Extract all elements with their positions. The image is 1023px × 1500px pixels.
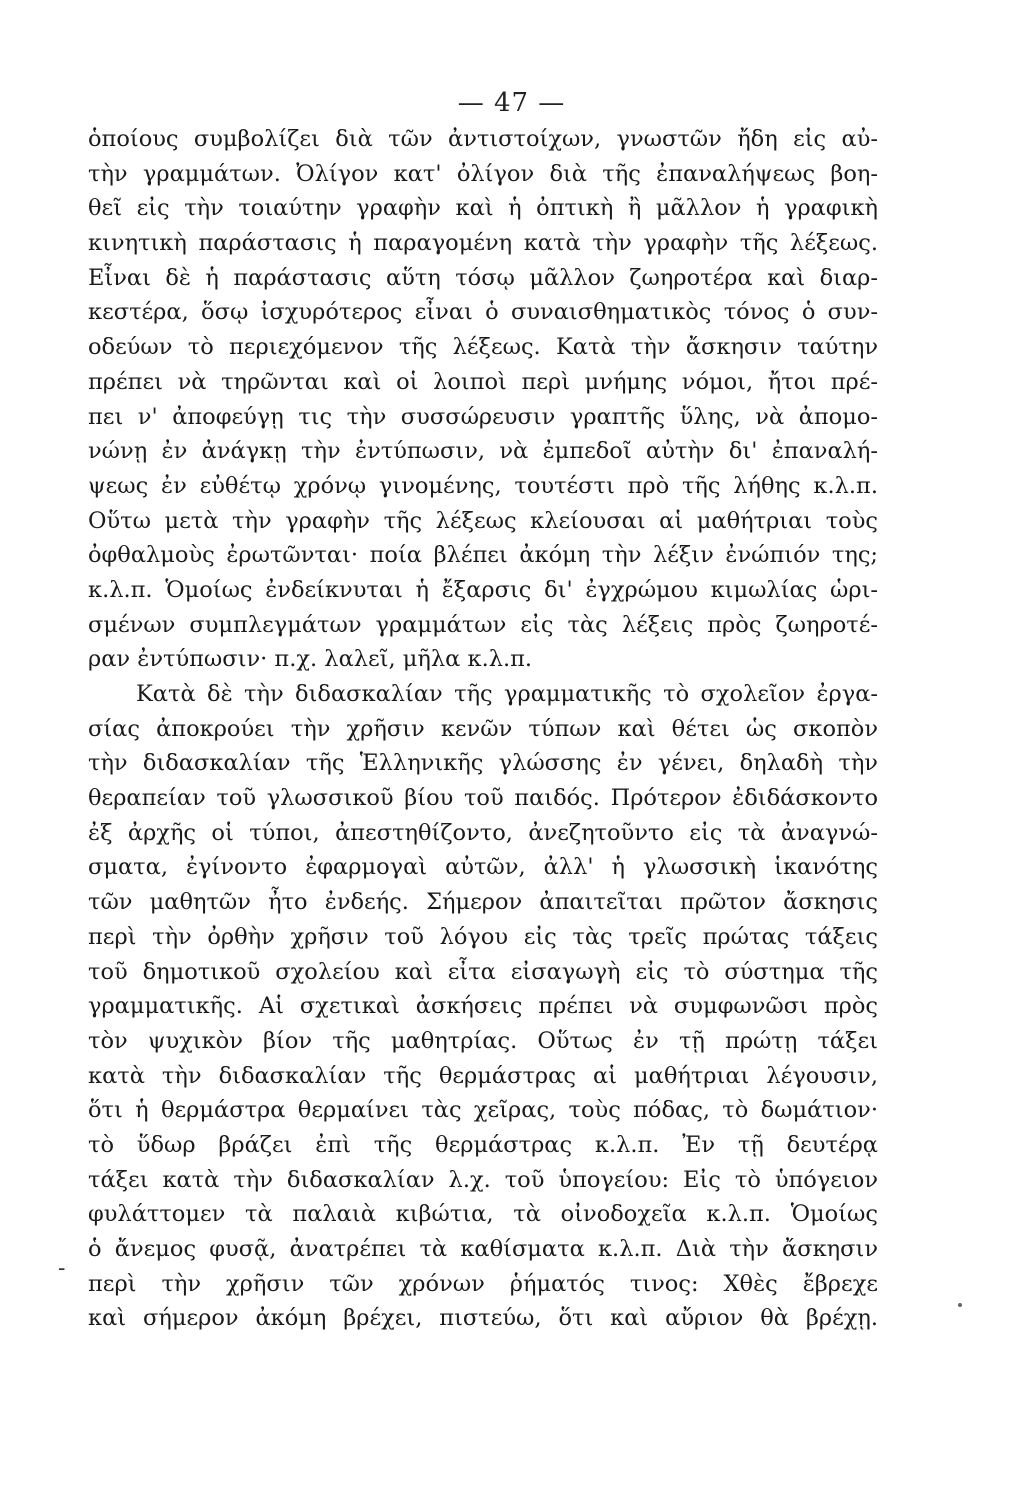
text-line: ὁποίους συμβολίζει διὰ τῶν ἀντιστοίχων, γνωστῶν ἤδη εἰς αὐ- [88,126,878,152]
text-line: γραμματικῆς. Αἱ σχετικαὶ ἀσκήσεις πρέπει νὰ συμφωνῶσι πρὸς [88,993,878,1020]
text-line: ραν ἐντύπωσιν· π.χ. λαλεῖ, μῆλα κ.λ.π. [88,646,533,673]
text-line: οδεύων τὸ περιεχόμενον τῆς λέξεως. Κατὰ τὴν ἄσκησιν ταύτην [88,334,878,361]
page-number: — 47 — [457,88,566,118]
text-line: Οὕτω μετὰ τὴν γραφὴν τῆς λέξεως κλείουσαι αἱ μαθήτριαι τοὺς [88,507,878,534]
text-line: ὀφθαλμοὺς ἐρωτῶνται· ποία βλέπει ἀκόμη τὴν λέξιν ἐνώπιόν της; [88,542,878,569]
text-line: Κατὰ δὲ τὴν διδασκαλίαν τῆς γραμματικῆς τὸ σχολεῖον ἐργα- [136,681,878,707]
text-line: θεῖ εἰς τὴν τοιαύτην γραφὴν καὶ ἡ ὀπτικὴ ἢ μᾶλλον ἡ γραφικὴ [88,195,878,222]
text-line: τὴν γραμμάτων. Ὀλίγον κατ' ὀλίγον διὰ τῆς ἐπαναλήψεως βοη- [88,160,878,187]
text-line: ἐξ ἀρχῆς οἱ τύποι, ἀπεστηθίζοντο, ἀνεζητοῦντο εἰς τὰ ἀναγνώ- [88,819,878,846]
text-line: κεστέρα, ὅσῳ ἰσχυρότερος εἶναι ὁ συναισθηματικὸς τόνος ὁ συν- [88,299,878,326]
text-line: σμένων συμπλεγμάτων γραμμάτων εἰς τὰς λέξεις πρὸς ζωηροτέ- [88,611,878,638]
text-line: Εἶναι δὲ ἡ παράστασις αὕτη τόσῳ μᾶλλον ζωηροτέρα καὶ διαρ- [88,264,878,291]
text-line: πει ν' ἀποφεύγῃ τις τὴν συσσώρευσιν γραπτῆς ὕλης, νὰ ἀπομο- [88,403,878,430]
text-line: κατὰ τὴν διδασκαλίαν τῆς θερμάστρας αἱ μαθήτριαι λέγουσιν, [88,1062,878,1089]
text-line: σματα, ἐγίνοντο ἐφαρμογαὶ αὐτῶν, ἀλλ' ἡ γλωσσικὴ ἱκανότης [88,854,878,881]
body-text [88,122,878,1336]
paragraph-2 [88,677,878,1336]
margin-mark: - [58,1256,66,1281]
text-line: περὶ τὴν ὀρθὴν χρῆσιν τοῦ λόγου εἰς τὰς τρεῖς πρώτας τάξεις [88,923,878,950]
text-line: ψεως ἐν εὐθέτῳ χρόνῳ γινομένης, τουτέστι πρὸ τῆς λήθης κ.λ.π. [88,472,878,499]
text-line: καὶ σήμερον ἀκόμη βρέχει, πιστεύω, ὅτι καὶ αὔριον θὰ βρέχῃ. [88,1305,878,1332]
text-line: τῶν μαθητῶν ἦτο ἐνδεής. Σήμερον ἀπαιτεῖται πρῶτον ἄσκησις [88,889,878,916]
text-line: θεραπείαν τοῦ γλωσσικοῦ βίου τοῦ παιδός. Πρότερον ἐδιδάσκοντο [88,785,878,812]
text-line: πρέπει νὰ τηρῶνται καὶ οἱ λοιποὶ περὶ μνήμης νόμοι, ἤτοι πρέ- [88,368,878,395]
text-line: νώνῃ ἐν ἀνάγκῃ τὴν ἐντύπωσιν, νὰ ἐμπεδοῖ αὐτὴν δι' ἐπαναλή- [88,438,878,465]
text-line: τὸν ψυχικὸν βίον τῆς μαθητρίας. Οὕτως ἐν τῇ πρώτῃ τάξει [88,1027,878,1054]
paragraph-1 [88,122,878,677]
text-line: τοῦ δημοτικοῦ σχολείου καὶ εἶτα εἰσαγωγὴ εἰς τὸ σύστημα τῆς [88,958,878,985]
print-speck [958,1303,962,1307]
text-line: τάξει κατὰ τὴν διδασκαλίαν λ.χ. τοῦ ὑπογείου: Εἰς τὸ ὑπόγειον [88,1166,878,1193]
text-line: κινητικὴ παράστασις ἡ παραγομένη κατὰ τὴν γραφὴν τῆς λέξεως. [88,230,878,257]
text-line: σίας ἀποκρούει τὴν χρῆσιν κενῶν τύπων καὶ θέτει ὡς σκοπὸν [88,715,878,742]
text-line: περὶ τὴν χρῆσιν τῶν χρόνων ῥήματός τινος: Χθὲς ἔβρεχε [88,1270,878,1297]
text-line: κ.λ.π. Ὁμοίως ἐνδείκνυται ἡ ἔξαρσις δι' ἐγχρώμου κιμωλίας ὡρι- [88,576,878,603]
text-line: τὴν διδασκαλίαν τῆς Ἑλληνικῆς γλώσσης ἐν γένει, δηλαδὴ τὴν [88,750,878,777]
text-line: τὸ ὕδωρ βράζει ἐπὶ τῆς θερμάστρας κ.λ.π. Ἐν τῇ δευτέρᾳ [88,1131,878,1158]
text-line: ὅτι ἡ θερμάστρα θερμαίνει τὰς χεῖρας, τοὺς πόδας, τὸ δωμάτιον· [88,1097,878,1124]
text-line: φυλάττομεν τὰ παλαιὰ κιβώτια, τὰ οἰνοδοχεῖα κ.λ.π. Ὁμοίως [88,1201,878,1228]
text-line: ὁ ἄνεμος φυσᾷ, ἀνατρέπει τὰ καθίσματα κ.λ.π. Διὰ τὴν ἄσκησιν [88,1236,878,1262]
